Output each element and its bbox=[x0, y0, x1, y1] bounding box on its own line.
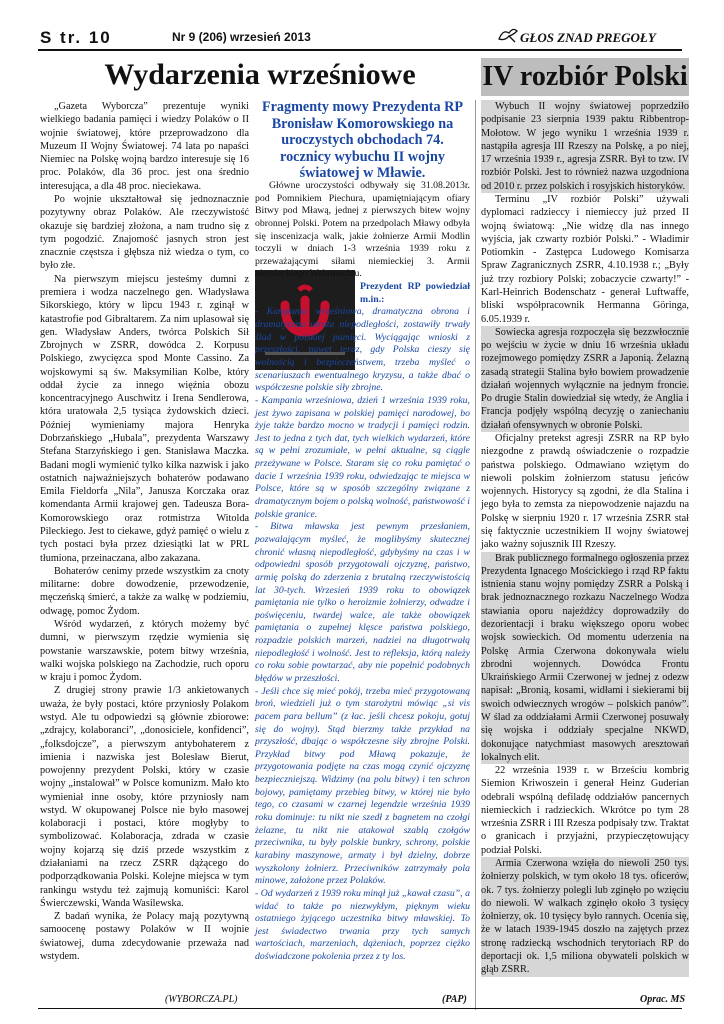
paragraph: Terminu „IV rozbiór Polski” używali dyplomaci radzieccy i niemieccy już przed II wojną światową: „Nie widzę dla nas innego wyjścia, jak czwarty rozbiór Polski.” - Władimir Potiomkin - Zastępca Ludowego Komisarza Spraw Zagranicznych ZSRR, 4.10.1938 r.; „Były już trzy rozbiory Polski; zobaczycie czwarty!” - Karl-Heinrich Bodenschatz - generał Luftwaffe, bliski współpracownik Hermanna Göringa, 6.05.1939 r. bbox=[481, 193, 689, 325]
right-article-body bbox=[481, 100, 689, 977]
paragraph: Oficjalny pretekst agresji ZSRR na RP było niezgodne z prawdą oświadczenie o rozpadzie państwa polskiego. Odmawiano wziętym do niewoli polskim żołnierzom statusu jeńców wojennych. Historycy są zgodni, że dla Stalina i jego była to zemsta za niepowodzenie najazdu na Polskę w sierpniu 1920 r. 17 września ZSRR stał się faktycznie uczestnikiem II wojny światowej jako ważny sojusznik III Rzeszy. bbox=[481, 433, 689, 551]
paragraph: Bohaterów cenimy przede wszystkim za cnoty militarne: dobre dowodzenie, przewodzenie, męczeńską śmierć, a także za walkę w podziemiu, odwagę, pomoc Żydom. bbox=[40, 565, 249, 617]
angel-trumpet-icon bbox=[497, 25, 519, 45]
left-article-source: (WYBORCZA.PL) bbox=[165, 994, 238, 1005]
left-article-body bbox=[40, 100, 249, 963]
paragraph: Armia Czerwona wzięła do niewoli 250 tys. żołnierzy polskich, w tym około 18 tys. oficerów, ok. 7 tys. żołnierzy polegli lub zginęło po wzięciu do niewoli. W walkach zginęło około 3 tysięcy żołnierzy, ok. 10 tysięcy było rannych. Ocenia się, że w latach 1939-1945 doszło na zajętych przez stronę radziecką wschodnich terytoriach RP do deportacji ok. 1,5 miliona obywateli polskich w głąb ZSRR. bbox=[481, 858, 689, 976]
intro-paragraph: Główne uroczystości odbywały się 31.08.2013r. pod Pomnikiem Piechura, upamiętniającym ofiary Bitwy pod Mławą, jednej z pierwszych bitew wojny obronnej Polski. Potem na przedpolach Mławy odbyła się inscenizacja walk, jakie żołnierze Armii Modlin toczyli w dniach 1-3 września 1939 roku z przeważającymi siłami niemieckiej 3. Armii niemieckiego Wehrmachtu. bbox=[255, 180, 470, 280]
page-number: S tr. 10 bbox=[40, 28, 112, 47]
paragraph: Z badań wynika, że Polacy mają pozytywną samoocenę postawy Polaków w II wojnie światowej, duma zdecydowanie przeważa nad wstydem. bbox=[40, 911, 249, 962]
paragraph: Brak publicznego formalnego ogłoszenia przez Prezydenta Ignacego Mościckiego i rząd RP faktu istnienia stanu wojny pomiędzy ZSRR a Polską i brak jednoznacznego rozkazu Naczelnego Wodza stawiania oporu najeźdźcy doprowadziły do dezorientacji i braku większego oporu wobec wojsk sowieckich. Od momentu uderzenia na Polskę Armia Czerwona dokonywała wielu zbrodni wojennych. Dowódca Frontu Ukraińskiego Armii Czerwonej w jednej z odezw napisał: „Bronią, kosami, widłami i siekierami bij swoich odwiecznych wrogów – polskich panów”. W ślad za oddziałami Armii Czerwonej posuwały się wojska i oddziały specjalne NKWD, dokonujące natychmiast masowych aresztowań lokalnych elit. bbox=[481, 552, 689, 763]
column-divider bbox=[475, 100, 476, 1010]
center-article-body bbox=[255, 180, 470, 964]
right-article-source: Oprac. MS bbox=[640, 994, 686, 1005]
paragraph: 22 września 1939 r. w Brześciu kombrig Siemion Kriwoszein i generał Heinz Guderian odebrali wspólną defiladę oddziałów pancernych niemieckich i radzieckich. Wkrótce po tym 28 września ZSRR i III Rzesza podpisały tzw. Traktat o granicach i przyjaźni, przypieczętowujący podział Polski. bbox=[481, 765, 689, 856]
right-article-title: IV rozbiór Polski bbox=[481, 58, 689, 96]
quote: - Od wydarzeń z 1939 roku minął już „kawał czasu”, a widać to także po niezwykłym, pięknym wieku ostatniego żyjącego uczestnika bitwy mławskiej. To jest świadectwo trwania przy tych samych wartościach, marzeniach, dążeniach, poprzez ciężko doświadczone pokolenia przez z ty los. bbox=[255, 887, 470, 963]
center-article-headline: Fragmenty mowy Prezydenta RP Bronisław Komorowskiego na uroczystych obchodach 74. rocznicy wybuchu II wojny światowej w Mławie. bbox=[261, 99, 464, 182]
paragraph: Sowiecka agresja rozpoczęła się bezzwłocznie po wejściu w życie w dniu 16 września układu rozejmowego pomiędzy ZSRR a Japonią. Żelazną zasadą strategii Stalina było bowiem prowadzenie działań wojennych wyłącznie na jednym froncie. Po drugie Stalin dowiedział się wtedy, że Anglia i Francja podjęły wspólną decyzję o zaniechaniu działań ofensywnych w obronie Polski. bbox=[481, 326, 689, 431]
paragraph: Wybuch II wojny światowej poprzedziło podpisanie 23 sierpnia 1939 paktu Ribbentrop-Mołotow. W jego wyniku 1 września 1939 r. nastąpiła agresja III Rzeszy na Polskę, a po niej, 17 września 1939 r., agresja ZSRR. Był to tzw. IV rozbiór Polski. Jest to również nazwa uzgodniona od 2010 r. przez polskich i rosyjskich historyków. bbox=[481, 101, 689, 192]
center-article-source: (PAP) bbox=[442, 994, 467, 1005]
paragraph: Z drugiej strony prawie 1/3 ankietowanych uważa, że były postaci, które przyniosły Polakom wstyd. Ale tu odpowiedzi są głównie zbiorowe: „zdrajcy, kolaboranci”, „donosiciele, konfidenci”, „folksdojcze”, a pierwszym antybohaterem z imienia i nazwiska jest Bolesław Bierut, powojenny prezydent Polski, który w czasie wojny „instalował” w Polsce komunizm. Mało kto wymieniał inne osoby, które przyniosły nam wstyd. W okupowanej Polsce nie było masowej kolaboracji i postaci, które mogłyby to symbolizować. Kolaboracja, zdrada w czasie wojny kojarzą się dziś przede wszystkim z działaniami na rzecz ZSRR dążącego do podporządkowania Polski. Kolejne miejsca w tym rankingu wstydu też zajmują komuniści: Karol Świerczewski, Wanda Wasilewska. bbox=[40, 685, 249, 909]
quote: - Kampania wrześniowa, dramatyczna obrona i dramatyczna utrata niepodległości, zostawiły trwały ślad w polskiej pamięci. Wyciągając wnioski z przeszłości, nawet teraz, gdy Polska cieszy się wolnością i bezpieczeństwem, trzeba myśleć o scenariuszach ewentualnego kryzysu, a także dbać o współczesne polskie siły zbrojne. bbox=[255, 306, 470, 394]
said-label: Prezydent RP powiedział m.in.: bbox=[360, 281, 470, 305]
paper-name: GŁOS ZNAD PREGOŁY bbox=[520, 30, 656, 45]
left-article-title: Wydarzenia wrześniowe bbox=[104, 58, 416, 91]
header-rule bbox=[38, 49, 682, 51]
paragraph: Po wojnie ukształtował się jednoznacznie pozytywny obraz Polaków. Ale rzeczywistość okazuje się bardziej złożona, a nam trudno się z tym pogodzić. Znajomość jasnych stron jest znacznie częstsza i głębsza niż wiedza o tym, co było złe. bbox=[40, 193, 249, 272]
issue-info: Nr 9 (206) wrzesień 2013 bbox=[172, 30, 311, 44]
paragraph: Na pierwszym miejscu jesteśmy dumni z premiera i wodza naczelnego gen. Władysława Sikorskiego, który w lipcu 1943 r. zginął w katastrofie pod Gibraltarem. Za nim uplasował się gen. Władysław Anders, twórca Polskich Sił Zbrojnych w ZSRR, dowódca 2. Korpusu Polskiego, zwycięzca spod Monte Cassino. Za wojskowymi są św. Maksymilian Kolbe, który oddał życie za innego więźnia obozu koncentracyjnego Auschwitz i Irena Sendlerowa, która uratowała 2,5 tysiąca żydowskich dzieci. Później wymieniamy majora Henryka Dobrzańskiego „Hubala”, prezydenta Warszawy Stefana Starzyńskiego i gen. Stanisława Maczka. Badani mogli wymienić tylko kilka nazwisk i jako ostatnich najważniejszych bohaterów podawano Emila Fieldorfa „Nila”, Janusza Korczaka oraz komendanta Armii krajowej gen. Tadeusza Bora-Komorowskiego oraz rotmistrza Witolda Pileckiego. Jest to ciekawe, gdyż pamięć o wielu z tych postaci była przez dziesiątki lat w PRL tłumiona, przeinaczana, albo zakazana. bbox=[40, 273, 249, 564]
page-header bbox=[0, 0, 724, 52]
quote: - Kampania wrześniowa, dzień 1 września 1939 roku, jest żywo zapisana w polskiej pamięci narodowej, bo żyje także bardzo mocno w tradycji i pamięci rodzin. Jest to jedna z tych dat, tych wielkich wydarzeń, które są w pełni zrozumiałe, w pełni aktualne, są ciągle przeżywane w Polsce. Staram się co roku pamiętać o dacie 1 września 1939 roku, odwiedzając te miejsca w Polsce, które są w sposób szczególny związane z dramatycznym bojem o polską wolność, państwowość i polskie granice. bbox=[255, 394, 470, 520]
quote: - Bitwa mławska jest pewnym przesłaniem, pozwalającym myśleć, że moglibyśmy skutecznej chronić własną niepodległość, gdybyśmy na czas i w odpowiedni sposób przygotowali ojczyznę, państwo, armię polską do zderzenia z brutalną rzeczywistością lat 30-tych. Wrzesień 1939 roku to obowiązek pamiętania nie tylko o heroizmie żołnierzy, odwadze i poświęceniu, twardej walce, ale także obowiązek pamiętania o zupełnej klęsce państwa polskiego, rozpadzie polskich marzeń, nadziei na długotrwałą niepodległość i wolność. Jest to refleksja, którą należy co roku sobie powtarzać, aby nie popełnić podobnych błędów w przeszłości. bbox=[255, 521, 470, 684]
bottom-rule bbox=[38, 1008, 682, 1009]
paragraph: „Gazeta Wyborcza” prezentuje wyniki wielkiego badania pamięci i wiedzy Polaków o II wojnie światowej, które przeprowadzono dla Muzeum II Wojny Światowej. 74 lata po napaści Niemiec na Polskę wojną bardzo interesuje się 16 proc. Polaków, dla 36 proc. jest ona średnio interesująca, a dla 48 proc. nieciekawa. bbox=[40, 101, 249, 192]
quote: - Jeśli chce się mieć pokój, trzeba mieć przygotowaną broń, wiedzieli już o tym starożytni mówiąc „si vis pacem para bellum” (z łac. jeśli chcesz pokoju, gotuj się do wojny). Stąd bierzmy także przykład na przyszłość, dbając o współczesne siły zbrojne Polski. Przykład bitwy pod Mławą pokazuje, że przygotowania podjęte na czas mogą czynić ojczyznę bezpieczniejszą. Widzimy (na polu bitwy) i ten schron bojowy, pamiętamy przebieg bitwy, w której nie było tego, co czasami w czarnej legendzie września 1939 roku dominuje: tu nikt nie szedł z bagnetem na czołgi żelazne, tu nikt nie atakował szablą czołgów przeciwnika, tu były polskie bunkry, schrony, polskie karabiny maszynowe, armaty i był dzielny, dobrze wyszkolony żołnierz. Przeciwników zatrzymały pola minowe, założone przez Polaków. bbox=[255, 685, 470, 887]
paragraph: Wśród wydarzeń, z których możemy być dumni, w pierwszym rzędzie wymienia się powstanie warszawskie, potem bitwy września, walki wojska polskiego na Zachodzie, ruch oporu w kraju i pomoc Żydom. bbox=[40, 618, 249, 684]
